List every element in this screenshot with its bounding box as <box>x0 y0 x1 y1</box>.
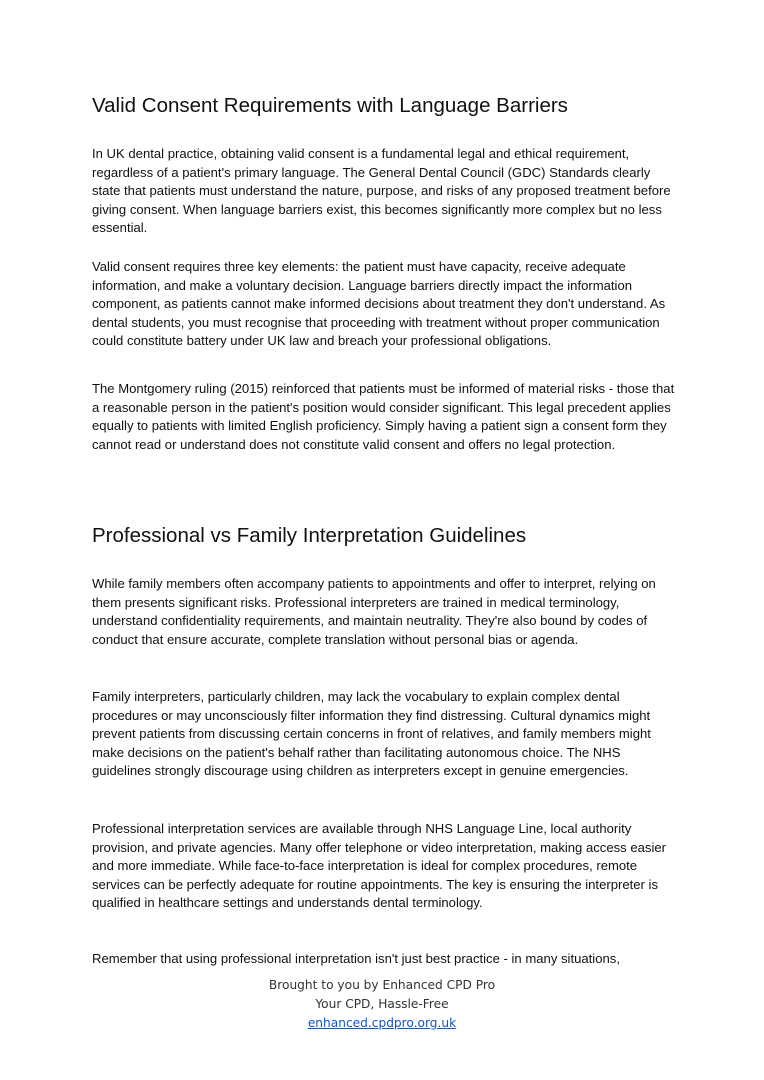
paragraph: In UK dental practice, obtaining valid consent is a fundamental legal and ethical requirement, regardless of a patient's primary language. The General Dental Council (GDC) Standards clearly state that patients must understand the nature, purpose, and risks of any proposed treatment before giving consent. When language barriers exist, this becomes significantly more complex but no less essential. <box>92 146 671 236</box>
footer-branding-line: Brought to you by Enhanced CPD Pro <box>268 978 496 992</box>
paragraph: The Montgomery ruling (2015) reinforced that patients must be informed of material risks - those that a reasonable person in the patient's position would consider significant. This legal precedent applies equally to patients with limited English proficiency. Simply having a patient sign a consent form they cannot read or understand does not constitute valid consent and offers no legal protection. <box>92 381 675 452</box>
section-heading-interpretation-guidelines: Professional vs Family Interpretation Guidelines <box>92 524 527 547</box>
footer-tagline: Your CPD, Hassle-Free <box>315 997 449 1011</box>
footer-website-link[interactable]: enhanced.cpdpro.org.uk <box>307 1016 457 1030</box>
page-footer <box>0 976 764 1033</box>
paragraph: While family members often accompany patients to appointments and offer to interpret, relying on them presents significant risks. Professional interpreters are trained in medical terminology, understand confidentiality requirements, and maintain neutrality. They're also bound by codes of conduct that ensure accurate, complete translation without personal bias or agenda. <box>92 576 656 647</box>
paragraph: Family interpreters, particularly children, may lack the vocabulary to explain complex dental procedures or may unconsciously filter information they find distressing. Cultural dynamics might prevent patients from discussing certain concerns in front of relatives, and family members might make decisions on the patient's behalf rather than facilitating autonomous choice. The NHS guidelines strongly discourage using children as interpreters except in genuine emergencies. <box>92 689 651 779</box>
paragraph: Remember that using professional interpretation isn't just best practice - in many situations, <box>92 951 620 966</box>
section-heading-valid-consent: Valid Consent Requirements with Language Barriers <box>92 94 568 117</box>
paragraph: Professional interpretation services are available through NHS Language Line, local authority provision, and private agencies. Many offer telephone or video interpretation, making access easier and more immediate. While face-to-face interpretation is ideal for complex procedures, remote services can be perfectly adequate for routine appointments. The key is ensuring the interpreter is qualified in healthcare settings and understands dental terminology. <box>92 821 667 911</box>
paragraph: Valid consent requires three key elements: the patient must have capacity, receive adequate information, and make a voluntary decision. Language barriers directly impact the information component, as patients cannot make informed decisions about treatment they don't understand. As dental students, you must recognise that proceeding with treatment without proper communication could constitute battery under UK law and breach your professional obligations. <box>92 259 666 349</box>
